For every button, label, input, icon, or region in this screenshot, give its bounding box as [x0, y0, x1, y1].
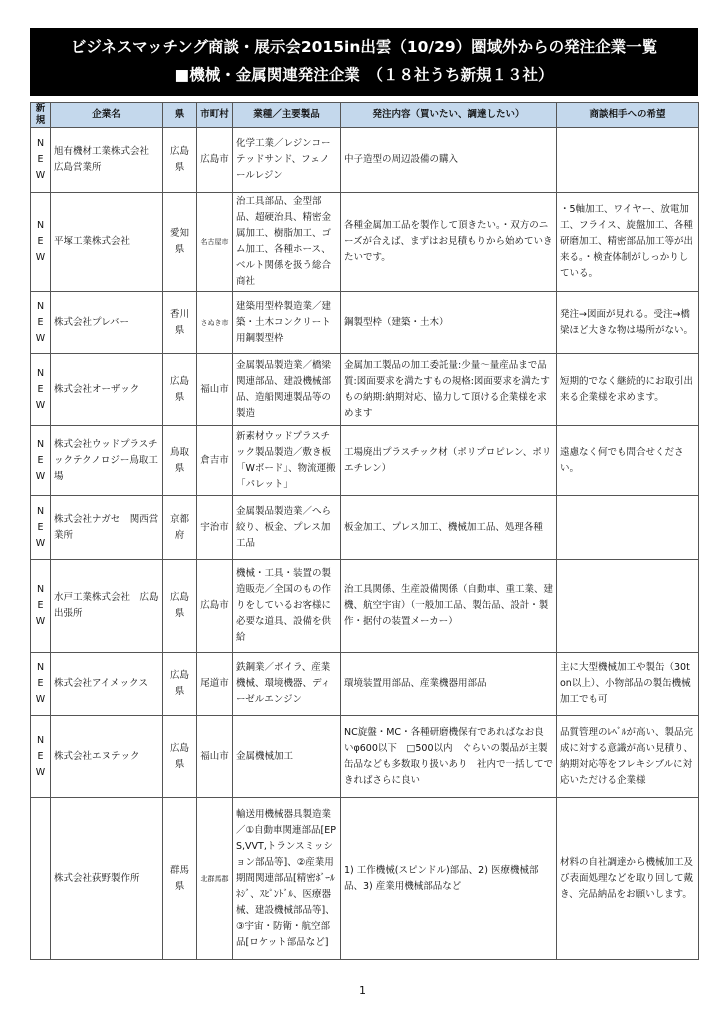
company-name: 水戸工業株式会社 広島出張所 [51, 560, 163, 653]
prefecture: 鳥取県 [163, 426, 197, 496]
new-badge: NEW [31, 354, 51, 426]
new-badge: NEW [31, 193, 51, 292]
new-badge: NEW [31, 560, 51, 653]
city: 広島市 [197, 560, 233, 653]
company-name: 平塚工業株式会社 [51, 193, 163, 292]
table-row [31, 193, 699, 292]
city: 尾道市 [197, 653, 233, 716]
order-content: 中子造型の周辺設備の購入 [341, 128, 557, 193]
city: 福山市 [197, 716, 233, 798]
industry: 輸送用機械器具製造業／①自動車関連部品[EPS,VVT,トランスミッション部品等]、②産業用期間関連部品[精密ﾎﾞｰﾙﾈｼﾞ、ｽﾋﾟﾝﾄﾞﾙ、医療器械、建設機械部品等]、③宇宙・防衛・航空部品[ロケット部品など] [233, 798, 341, 960]
header-new: 新規 [31, 103, 51, 128]
partner-hope [557, 128, 699, 193]
order-content: 鋼製型枠（建築・土木） [341, 292, 557, 354]
city: 広島市 [197, 128, 233, 193]
new-badge: NEW [31, 128, 51, 193]
industry: 金属製品製造業／へら絞り、板金、プレス加工品 [233, 496, 341, 560]
new-badge: NEW [31, 496, 51, 560]
table-row [31, 560, 699, 653]
city: 北群馬郡 [197, 798, 233, 960]
order-content: 板金加工、プレス加工、機械加工品、処理各種 [341, 496, 557, 560]
company-name: 株式会社荻野製作所 [51, 798, 163, 960]
prefecture: 京都府 [163, 496, 197, 560]
industry: 金属機械加工 [233, 716, 341, 798]
industry: 金属製品製造業／橋梁関連部品、建設機械部品、造船関連製品等の製造 [233, 354, 341, 426]
title-line-2: ■機械・金属関連発注企業 （１８社うち新規１３社） [174, 66, 554, 84]
industry: 建築用型枠製造業／建築・土木コンクリート用鋼製型枠 [233, 292, 341, 354]
partner-hope: 品質管理のﾚﾍﾞﾙが高い、製品完成に対する意識が高い見積り、納期対応等をフレキシブルに対応いただける企業様 [557, 716, 699, 798]
header-industry: 業種／主要製品 [233, 103, 341, 128]
company-name: 旭有機材工業株式会社 広島営業所 [51, 128, 163, 193]
company-name: 株式会社プレバー [51, 292, 163, 354]
city: 宇治市 [197, 496, 233, 560]
order-content: 金属加工製品の加工委託量:少量～量産品まで品質:図面要求を満たすもの規格:図面要求を満たすもの納期:納期対応、協力して頂ける企業様を求めます [341, 354, 557, 426]
city: 名古屋市 [197, 193, 233, 292]
company-name: 株式会社ナガセ 関西営業所 [51, 496, 163, 560]
order-content: 各種金属加工品を製作して頂きたい。・双方のニーズが合えば、まずはお見積もりから始めていきたいです。 [341, 193, 557, 292]
partner-hope: 遠慮なく何でも問合せください。 [557, 426, 699, 496]
industry: 化学工業／レジンコーテッドサンド、フェノールレジン [233, 128, 341, 193]
title-banner [30, 28, 698, 96]
header-hope: 商談相手への希望 [557, 103, 699, 128]
industry: 機械・工具・装置の製造販売／全国のもの作りをしているお客様に必要な道具、設備を供給 [233, 560, 341, 653]
city: 福山市 [197, 354, 233, 426]
prefecture: 愛知県 [163, 193, 197, 292]
partner-hope: ・5軸加工、ワイヤー、放電加工、フライス、旋盤加工、各種研磨加工、精密部品加工等が出来る。・検査体制がしっかりしている。 [557, 193, 699, 292]
partner-hope: 発注→図面が見れる。受注→橋梁ほど大きな物は場所がない。 [557, 292, 699, 354]
company-name: 株式会社ウッドプラスチックテクノロジー鳥取工場 [51, 426, 163, 496]
table-row [31, 128, 699, 193]
new-badge: NEW [31, 716, 51, 798]
partner-hope: 主に大型機械加工や製缶（30ton以上）、小物部品の製缶機械加工でも可 [557, 653, 699, 716]
company-table [30, 102, 699, 960]
prefecture: 広島県 [163, 354, 197, 426]
company-name: 株式会社アイメックス [51, 653, 163, 716]
industry: 新素材ウッドプラスチック製品製造／敷き板「Wボード」、物流運搬「パレット」 [233, 426, 341, 496]
industry: 治工具部品、金型部品、超硬治具、精密金属加工、樹脂加工、ゴム加工、各種ホース、ベルト関係を扱う総合商社 [233, 193, 341, 292]
header-pref: 県 [163, 103, 197, 128]
table-row [31, 354, 699, 426]
new-badge [31, 798, 51, 960]
title-line-1: ビジネスマッチング商談・展示会2015in出雲（10/29）圏域外からの発注企業一覧 [70, 38, 658, 56]
new-badge: NEW [31, 653, 51, 716]
order-content: 環境装置用部品、産業機器用部品 [341, 653, 557, 716]
table-row [31, 653, 699, 716]
industry: 鉄鋼業／ボイラ、産業機械、環境機器、ディーゼルエンジン [233, 653, 341, 716]
page-number: 1 [359, 984, 366, 997]
header-city: 市町村 [197, 103, 233, 128]
partner-hope [557, 496, 699, 560]
company-name: 株式会社オーザック [51, 354, 163, 426]
city: 倉吉市 [197, 426, 233, 496]
prefecture: 香川県 [163, 292, 197, 354]
city: さぬき市 [197, 292, 233, 354]
header-order: 発注内容（買いたい、調達したい） [341, 103, 557, 128]
order-content: 治工具関係、生産設備関係（自動車、重工業、建機、航空宇宙）（一般加工品、製缶品、設計・製作・据付の装置メーカー） [341, 560, 557, 653]
table-row [31, 798, 699, 960]
table-row [31, 716, 699, 798]
new-badge: NEW [31, 292, 51, 354]
company-name: 株式会社エヌテック [51, 716, 163, 798]
prefecture: 広島県 [163, 653, 197, 716]
order-content: NC旋盤・MC・各種研磨機保有であればなお良いφ600以下 □500以内 ぐらいの製品が主製缶品なども多数取り扱いあり 社内で一括してできればさらに良い [341, 716, 557, 798]
header-company: 企業名 [51, 103, 163, 128]
prefecture: 広島県 [163, 128, 197, 193]
table-row [31, 496, 699, 560]
partner-hope: 材料の自社調達から機械加工及び表面処理などを取り回して戴き、完品納品をお願いします。 [557, 798, 699, 960]
order-content: 1) 工作機械(スピンドル)部品、2) 医療機械部品、3) 産業用機械部品など [341, 798, 557, 960]
new-badge: NEW [31, 426, 51, 496]
prefecture: 広島県 [163, 560, 197, 653]
header-row [31, 103, 699, 128]
partner-hope: 短期的でなく継続的にお取引出来る企業様を求めます。 [557, 354, 699, 426]
table-row [31, 426, 699, 496]
partner-hope [557, 560, 699, 653]
order-content: 工場廃出プラスチック材（ポリプロピレン、ポリエチレン） [341, 426, 557, 496]
prefecture: 広島県 [163, 716, 197, 798]
table-row [31, 292, 699, 354]
prefecture: 群馬県 [163, 798, 197, 960]
